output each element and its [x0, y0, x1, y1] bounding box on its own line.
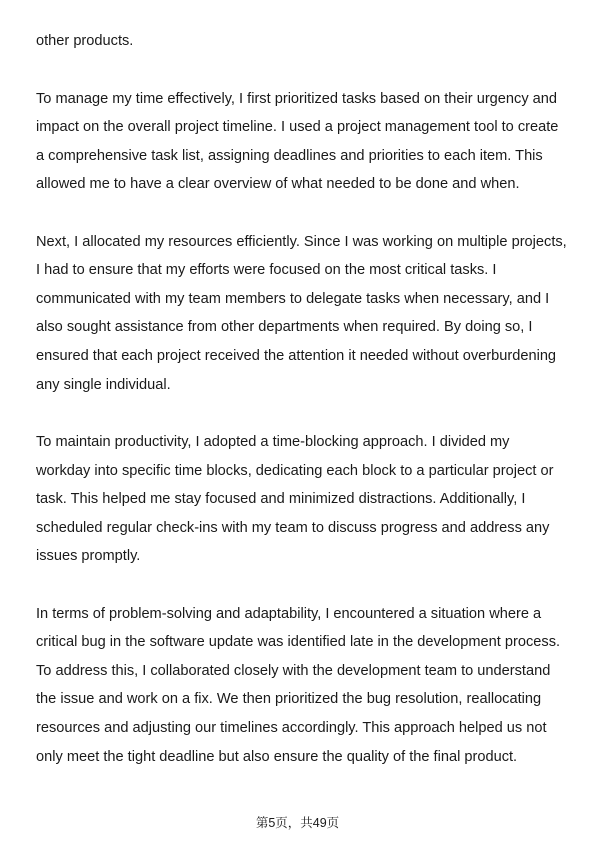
paragraph-line: scheduled regular check-ins with my team to discuss progress and address any	[36, 520, 550, 536]
paragraph-line: allowed me to have a clear overview of what needed to be done and when.	[36, 176, 520, 192]
paragraph-line: I had to ensure that my efforts were focused on the most critical tasks. I	[36, 262, 497, 278]
paragraph-line: impact on the overall project timeline. I used a project management tool to create	[36, 119, 559, 135]
paragraph-line: a comprehensive task list, assigning deadlines and priorities to each item. This	[36, 148, 543, 164]
paragraph-line: workday into specific time blocks, dedicating each block to a particular project or	[36, 463, 554, 479]
paragraph-line: other products.	[36, 33, 134, 49]
paragraph-line: only meet the tight deadline but also ensure the quality of the final product.	[36, 749, 518, 765]
paragraph-line: task. This helped me stay focused and minimized distractions. Additionally, I	[36, 491, 526, 507]
paragraph-line: resources and adjusting our timelines accordingly. This approach helped us not	[36, 720, 547, 736]
paragraph-line: any single individual.	[36, 377, 171, 393]
paragraph-line: issues promptly.	[36, 548, 141, 564]
paragraph-line: To maintain productivity, I adopted a time-blocking approach. I divided my	[36, 434, 510, 450]
paragraph-line: To manage my time effectively, I first prioritized tasks based on their urgency and	[36, 91, 558, 107]
page-number-footer: 第5页，共49页	[255, 816, 340, 830]
paragraph-line: the issue and work on a fix. We then prioritized the bug resolution, reallocating	[36, 691, 542, 707]
paragraph-line: also sought assistance from other departments when required. By doing so, I	[36, 319, 533, 335]
paragraph-line: ensured that each project received the attention it needed without overburdening	[36, 348, 557, 364]
paragraph-line: communicated with my team members to delegate tasks when necessary, and I	[36, 291, 550, 307]
paragraph-line: To address this, I collaborated closely with the development team to understand	[36, 663, 551, 679]
paragraph-line: Next, I allocated my resources efficiently. Since I was working on multiple projects,	[36, 234, 567, 250]
paragraph-line: In terms of problem-solving and adaptability, I encountered a situation where a	[36, 606, 542, 622]
paragraph-line: critical bug in the software update was identified late in the development process.	[36, 634, 561, 650]
